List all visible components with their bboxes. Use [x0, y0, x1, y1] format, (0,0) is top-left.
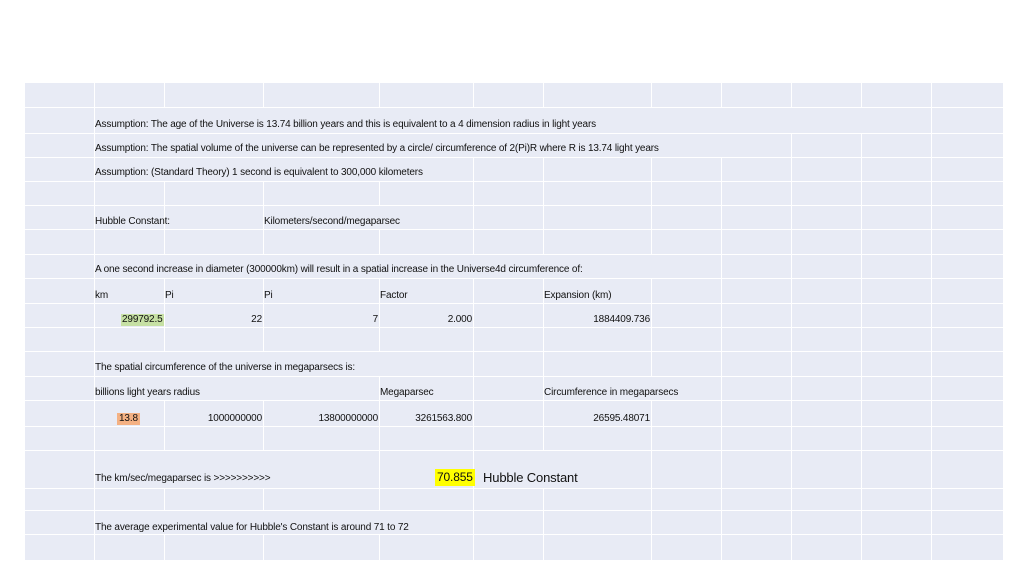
row-divider — [25, 181, 1003, 182]
average-statement: The average experimental value for Hubble's Constant is around 71 to 72 — [95, 522, 409, 533]
row-divider — [25, 205, 1003, 206]
spreadsheet-grid — [25, 83, 1003, 560]
table1-header-km: km — [95, 290, 109, 301]
row-divider — [25, 488, 1003, 489]
assumption-second: Assumption: (Standard Theory) 1 second is equivalent to 300,000 kilometers — [95, 167, 423, 178]
row-divider — [25, 229, 1003, 230]
row-divider — [25, 426, 1003, 427]
row-divider — [25, 400, 1003, 401]
km-value-cell: 299792.5 — [122, 314, 163, 325]
radius-km-cell: 13800000000 — [318, 413, 378, 424]
expansion-cell: 1884409.736 — [593, 314, 650, 325]
row-divider — [25, 534, 1003, 535]
table1-header-pi: Pi — [165, 290, 174, 301]
table1-header-pi: Pi — [264, 290, 273, 301]
hubble-label: Hubble Constant: — [95, 216, 170, 227]
pi-denominator-cell: 7 — [372, 314, 378, 325]
megaparsec-cell: 3261563.800 — [415, 413, 472, 424]
circumference-cell: 26595.48071 — [593, 413, 650, 424]
result-label: The km/sec/megaparsec is >>>>>>>>>> — [95, 473, 271, 484]
assumption-volume: Assumption: The spatial volume of the universe can be represented by a circle/ circumference of 2(Pi)R where R is 13.74 light years — [95, 143, 659, 154]
table2-header-megaparsec: Megaparsec — [380, 387, 434, 398]
row-divider — [25, 303, 1003, 304]
factor-cell: 2.000 — [447, 314, 472, 325]
table2-header-radius: billions light years radius — [95, 387, 200, 398]
row-divider — [25, 327, 1003, 328]
table1-header-expansion: Expansion (km) — [544, 290, 612, 301]
table1-header-factor: Factor — [380, 290, 408, 301]
radius-value-cell: 13.8 — [119, 413, 138, 424]
hubble-units: Kilometers/second/megaparsec — [264, 216, 400, 227]
multiplier-cell: 1000000000 — [207, 413, 262, 424]
hubble-constant-label: Hubble Constant — [483, 470, 578, 485]
assumption-age: Assumption: The age of the Universe is 13.74 billion years and this is equivalent to a 4 dimension radius in light years — [95, 119, 596, 130]
increase-statement: A one second increase in diameter (300000km) will result in a spatial increase in the Universe4d circumference of: — [95, 264, 583, 275]
table2-header-circumference: Circumference in megaparsecs — [544, 387, 679, 398]
circumference-statement: The spatial circumference of the universe in megaparsecs is: — [95, 362, 356, 373]
hubble-constant-value: 70.855 — [437, 470, 473, 484]
pi-numerator-cell: 22 — [251, 314, 262, 325]
row-divider — [25, 278, 1003, 279]
